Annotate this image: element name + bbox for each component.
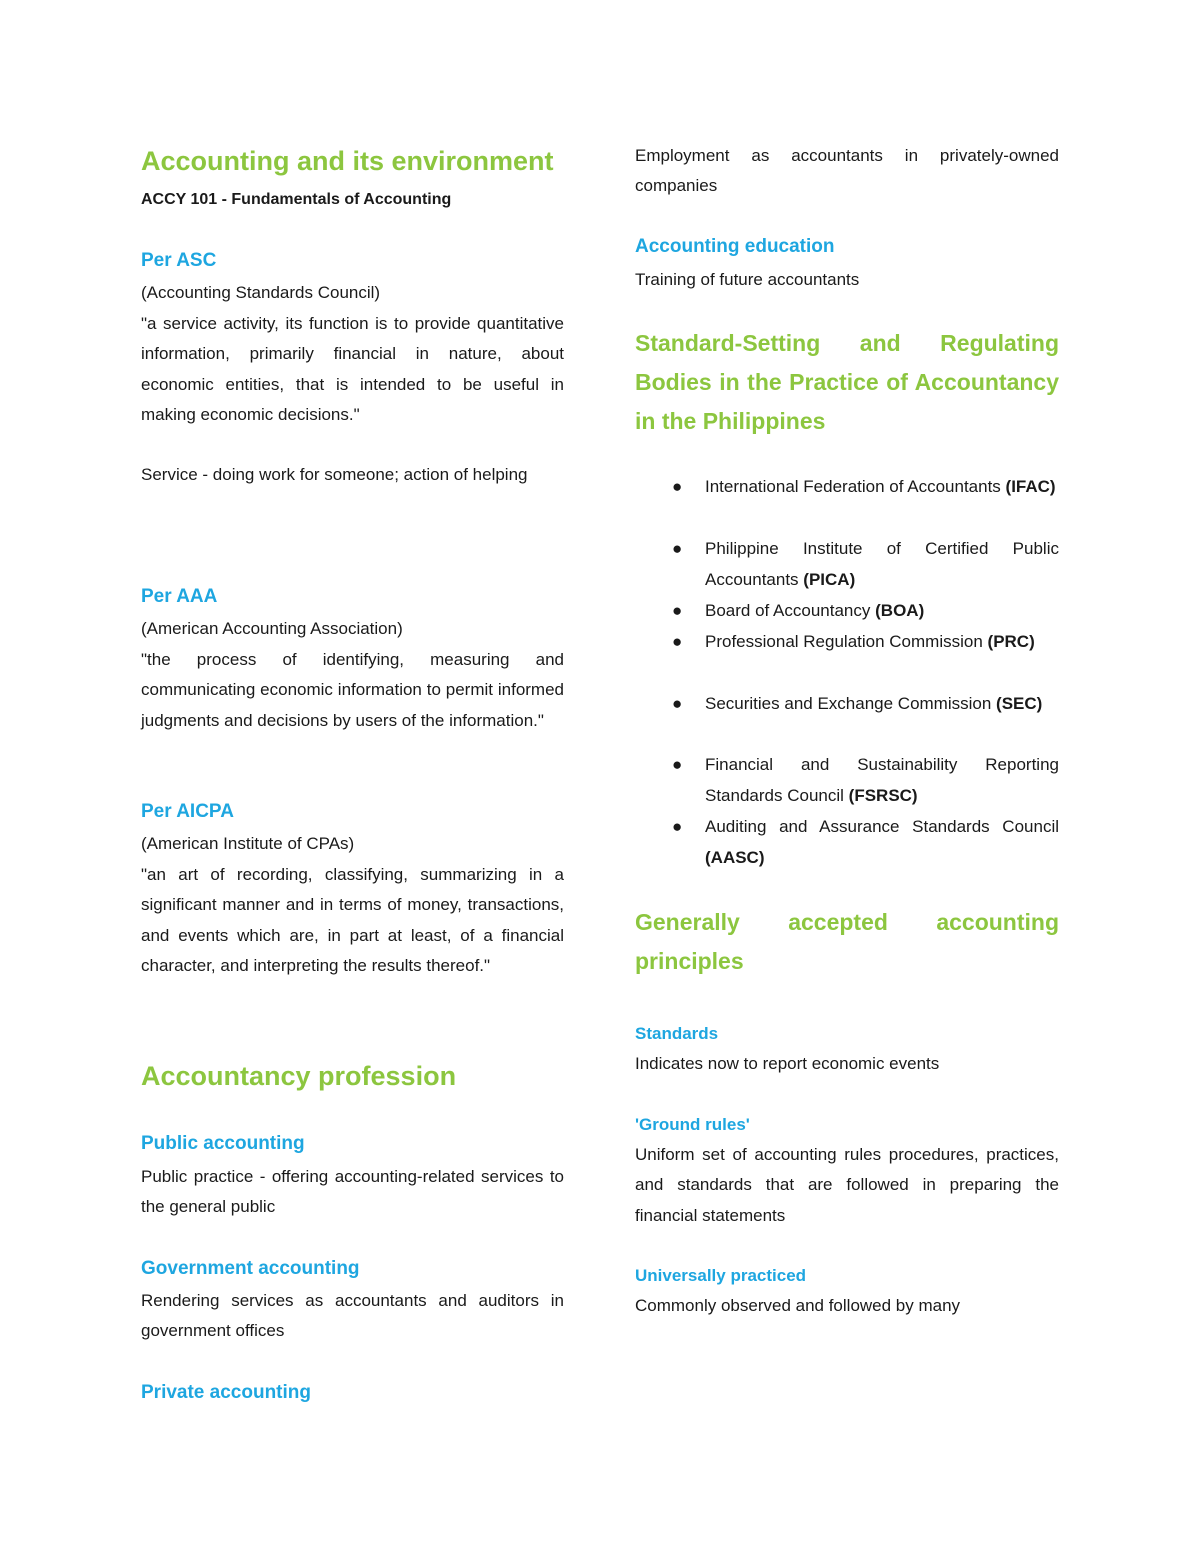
body-name: Philippine Institute of Certified Public Accountants [705,539,1059,589]
universally-practiced-text: Commonly observed and followed by many [635,1296,961,1315]
list-item [635,688,1059,719]
bullet-icon: ● [672,539,683,558]
government-accounting-heading: Government accounting [141,1258,360,1279]
government-accounting-text: Rendering services as accountants and auditors in government offices [141,1291,564,1341]
per-asc-heading: Per ASC [141,250,217,271]
regulating-bodies-heading: Standard-Setting and Regulating Bodies in the Practice of Accountancy in the Philippines [635,330,1059,434]
body-abbr: (IFAC) [1005,477,1056,496]
body-name: Securities and Exchange Commission [705,694,992,713]
aicpa-source: (American Institute of CPAs) [141,834,355,853]
document-title: Accounting and its environment [141,146,554,176]
body-name: Board of Accountancy [705,601,871,620]
bullet-icon: ● [672,601,683,620]
body-name: Professional Regulation Commission [705,632,983,651]
gaap-heading: Generally accepted accounting principles [635,909,1059,974]
body-abbr: (FSRSC) [848,786,918,805]
standards-text: Indicates now to report economic events [635,1054,940,1073]
private-accounting-text: Employment as accountants in privately-owned companies [635,146,1059,196]
list-item [635,749,1059,811]
aicpa-quote: "an art of recording, classifying, summarizing in a significant manner and in terms of money, transactions, and events which are, in part at least, of a financial character, and interpreting the results thereof." [141,865,564,976]
ground-rules-text: Uniform set of accounting rules procedures, practices, and standards that are followed in preparing the financial statements [635,1145,1059,1225]
public-accounting-text: Public practice - offering accounting-related services to the general public [141,1167,564,1217]
aaa-source: (American Accounting Association) [141,619,403,638]
per-aaa-heading: Per AAA [141,586,218,607]
accounting-education-text: Training of future accountants [635,270,860,289]
body-abbr: (PICA) [803,570,856,589]
list-item [635,471,1059,502]
standards-heading: Standards [635,1024,719,1043]
body-abbr: (AASC) [705,848,765,867]
body-abbr: (SEC) [996,694,1043,713]
body-abbr: (BOA) [875,601,925,620]
per-aicpa-heading: Per AICPA [141,801,234,822]
body-name: Auditing and Assurance Standards Council [705,817,1059,836]
body-name: Financial and Sustainability Reporting Standards Council [705,755,1059,805]
profession-heading: Accountancy profession [141,1061,457,1091]
list-item [635,811,1059,873]
public-accounting-heading: Public accounting [141,1133,305,1154]
list-item [635,626,1059,657]
course-subtitle: ACCY 101 - Fundamentals of Accounting [141,191,452,208]
list-item [635,595,1059,626]
private-accounting-heading: Private accounting [141,1382,311,1403]
bullet-icon: ● [672,632,683,651]
ground-rules-heading: 'Ground rules' [635,1115,750,1134]
body-abbr: (PRC) [987,632,1035,651]
bullet-icon: ● [672,817,683,836]
body-name: International Federation of Accountants [705,477,1001,496]
asc-quote: "a service activity, its function is to provide quantitative information, primarily financial in nature, about economic entities, that is intended to be useful in making economic decisions." [141,314,564,425]
accounting-education-heading: Accounting education [635,236,835,257]
bullet-icon: ● [672,694,683,713]
aaa-quote: "the process of identifying, measuring and communicating economic information to permit informed judgments and decisions by users of the information." [141,650,564,730]
bullet-icon: ● [672,477,683,496]
asc-source: (Accounting Standards Council) [141,283,381,302]
service-definition: Service - doing work for someone; action of helping [141,465,528,484]
universally-practiced-heading: Universally practiced [635,1266,807,1285]
list-item [635,533,1059,595]
bullet-icon: ● [672,755,683,774]
